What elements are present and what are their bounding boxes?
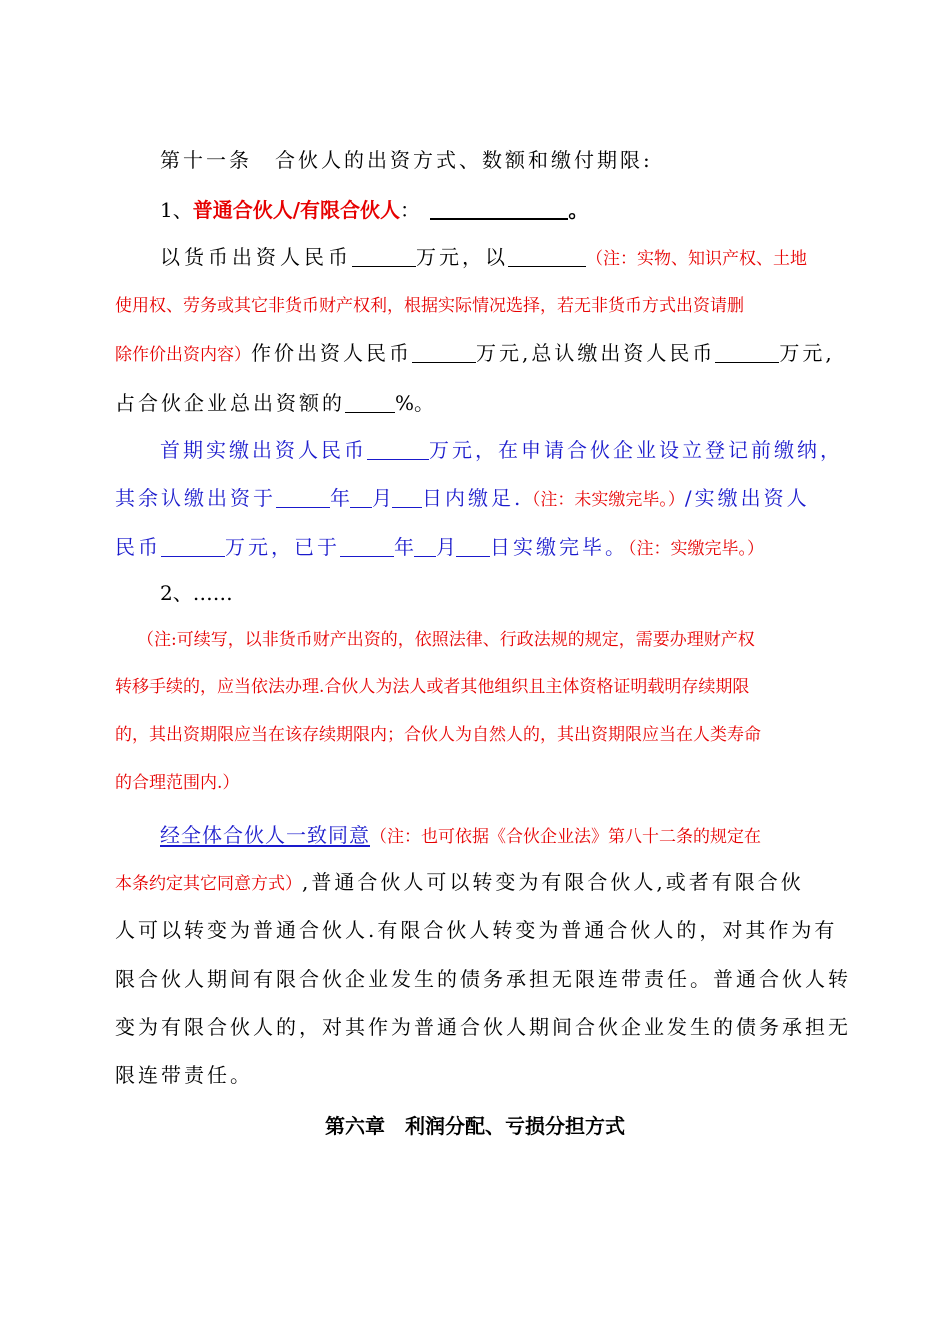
note-text: 本条约定其它同意方式）	[115, 874, 302, 894]
text: 年	[330, 486, 350, 510]
text: 首期实缴出资人民币	[160, 438, 367, 462]
text: %。	[395, 391, 435, 415]
year-blank	[276, 489, 330, 508]
text: 月	[436, 535, 456, 559]
paragraph-2-line-2	[115, 488, 810, 509]
paragraph-1-line-2: 使用权、劳务或其它非货币财产权利，根据实际情况选择，若无非货币方式出资请删	[115, 296, 744, 316]
chapter-6-heading: 第六章 利润分配、亏损分担方式	[325, 1114, 625, 1138]
paragraph-1-line-3	[115, 343, 835, 364]
text: /实缴出资人	[684, 486, 810, 510]
note-text: （注：未实缴完毕。）	[523, 490, 685, 510]
amount-blank	[412, 344, 476, 363]
text: ,普通合伙人可以转变为有限合伙人,或者有限合伙	[302, 870, 804, 894]
text: 占合伙企业总出资额的	[115, 391, 345, 415]
amount-blank	[161, 538, 225, 557]
note-3-line-2: 转移手续的，应当依法办理.合伙人为法人或者其他组织且主体资格证明载明存续期限	[115, 677, 750, 697]
day-blank	[392, 489, 422, 508]
text: 万元，以	[416, 245, 508, 269]
note-text: （注：实缴完毕。）	[628, 539, 764, 559]
text: 民币	[115, 535, 161, 559]
item-1-number: 1、	[160, 198, 193, 222]
period-mark: 。	[568, 198, 589, 222]
paragraph-2-line-1	[160, 440, 843, 460]
paragraph-4-line-4: 限合伙人期间有限合伙企业发生的债务承担无限连带责任。普通合伙人转	[115, 967, 851, 991]
text: 日实缴完毕。	[490, 535, 628, 559]
paragraph-4-line-3: 人可以转变为普通合伙人.有限合伙人转变为普通合伙人的，对其作为有	[115, 918, 838, 942]
day-blank	[456, 538, 490, 557]
note-text: （注：实物、知识产权、土地	[586, 249, 807, 269]
amount-blank	[715, 344, 779, 363]
note-3-line-1: （注:可续写，以非货币财产出资的，依照法律、行政法规的规定，需要办理财产权	[137, 630, 755, 650]
text: 万元，在申请合伙企业设立登记前缴纳，	[429, 438, 843, 462]
amount-blank	[367, 441, 429, 460]
note-text: 除作价出资内容）	[115, 345, 251, 365]
percentage-blank	[345, 394, 395, 413]
colon: ：	[400, 198, 421, 222]
text: 其余认缴出资于	[115, 486, 276, 510]
text: 万元,	[779, 341, 835, 365]
year-blank	[340, 538, 394, 557]
note-3-line-4: 的合理范围内.）	[115, 773, 240, 793]
amount-blank	[352, 248, 416, 267]
note-text: （注：也可依据《合伙企业法》第八十二条的规定在	[370, 827, 761, 847]
text: 日内缴足.	[422, 486, 524, 510]
text: 作价出资人民币	[251, 341, 412, 365]
month-blank	[350, 489, 372, 508]
item-1-heading	[160, 200, 588, 220]
partner-type-label: 普通合伙人/有限合伙人	[192, 198, 401, 222]
paragraph-4-line-1	[160, 825, 761, 846]
text: 以货币出资人民币	[160, 245, 352, 269]
asset-type-blank	[508, 248, 586, 267]
item-2: 2、……	[160, 581, 233, 605]
paragraph-2-line-3	[115, 537, 764, 558]
text: 年	[394, 535, 414, 559]
article-11-title: 第十一条 合伙人的出资方式、数额和缴付期限:	[160, 148, 653, 172]
partner-name-blank	[430, 200, 568, 220]
note-3-line-3: 的，其出资期限应当在该存续期限内；合伙人为自然人的，其出资期限应当在人类寿命	[115, 725, 761, 745]
text: 万元，已于	[225, 535, 340, 559]
paragraph-4-line-6: 限连带责任。	[115, 1063, 253, 1087]
paragraph-1-line-1	[160, 247, 807, 268]
text: 月	[372, 486, 392, 510]
text: 万元,总认缴出资人民币	[476, 341, 716, 365]
consent-link[interactable]: 经全体合伙人一致同意	[160, 823, 370, 847]
paragraph-4-line-2	[115, 872, 804, 893]
paragraph-1-line-4	[115, 393, 434, 413]
paragraph-4-line-5: 变为有限合伙人的，对其作为普通合伙人期间合伙企业发生的债务承担无	[115, 1015, 851, 1039]
month-blank	[414, 538, 436, 557]
